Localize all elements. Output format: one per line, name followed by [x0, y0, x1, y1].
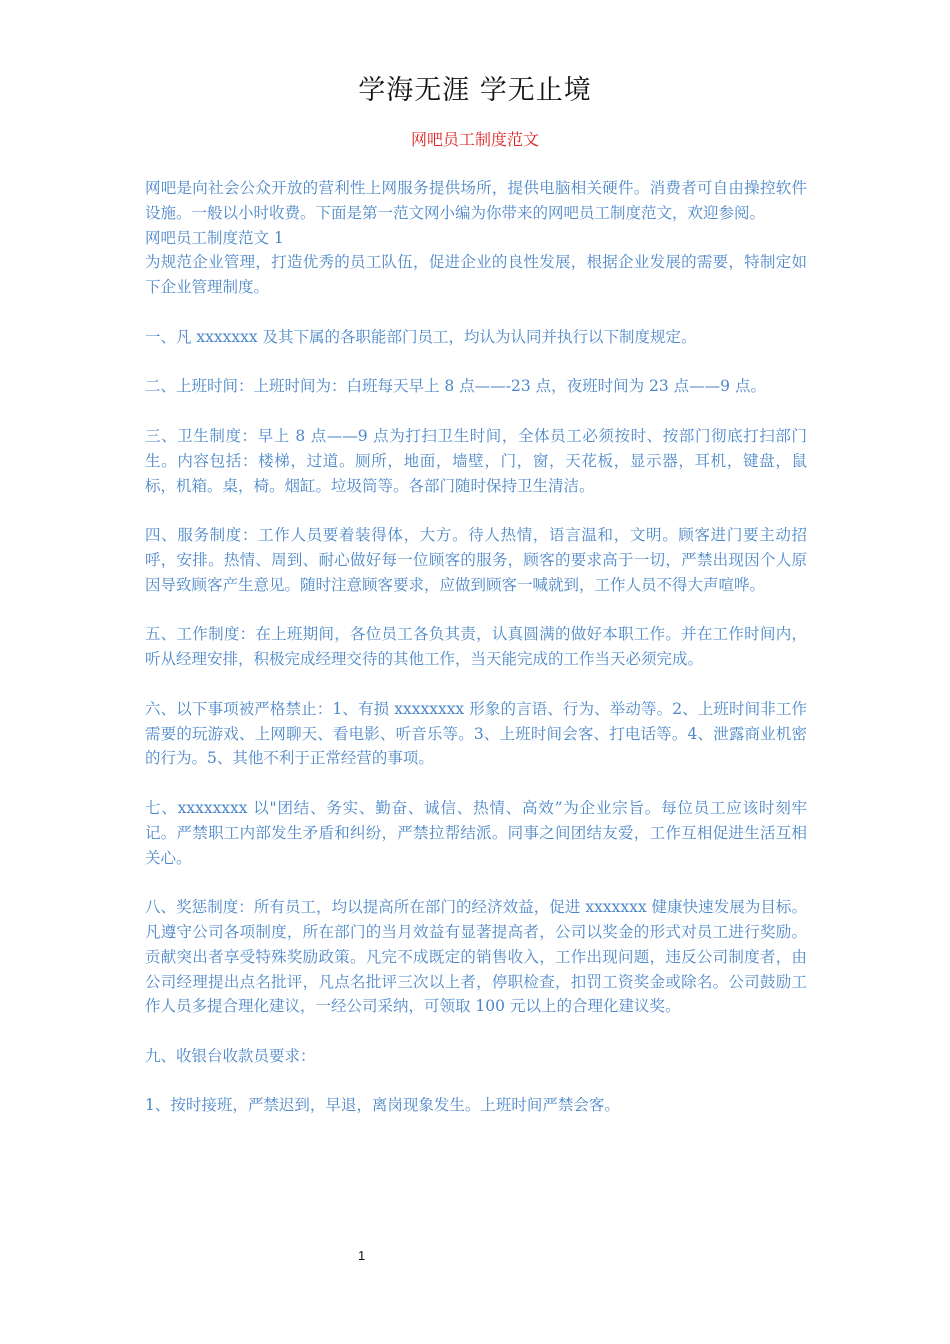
- paragraph-rule-9: 九、收银台收款员要求：: [145, 1046, 316, 1065]
- paragraph-gap: [145, 1019, 807, 1044]
- paragraph-gap: [145, 300, 807, 325]
- page-number: 1: [358, 1248, 366, 1263]
- paragraph-gap: [145, 498, 807, 523]
- paragraph-rule-1: 一、凡 xxxxxxx 及其下属的各职能部门员工，均认为认同并执行以下制度规定。: [145, 327, 697, 346]
- paragraph-gap: [145, 350, 807, 375]
- paragraph-gap: [145, 870, 807, 895]
- paragraph-rule-8: 八、奖惩制度：所有员工，均以提高所在部门的经济效益，促进 xxxxxxx 健康快速发展为目标。凡遵守公司各项制度，所在部门的当月效益有显著提高者，公司以奖金的形式对员工进行奖励。贡献突出者享受特殊奖励政策。凡完不成既定的销售收入，工作出现问题，违反公司制度者，由公司经理提出点名批评，凡点名批评三次以上者，停职检查，扣罚工资奖金或除名。公司鼓励工作人员多提合理化建议，一经公司采纳，可领取 100 元以上的合理化建议奖。: [145, 898, 807, 1016]
- paragraph-rule-4: 四、服务制度：工作人员要着装得体，大方。待人热情，语言温和，文明。顾客进门要主动招呼，安排。热情、周到、耐心做好每一位顾客的服务，顾客的要求高于一切，严禁出现因个人原因导致顾客产生意见。随时注意顾客要求，应做到顾客一喊就到，工作人员不得大声喧哗。: [145, 526, 807, 594]
- paragraph-gap: [145, 598, 807, 623]
- paragraph-rule-2: 二、上班时间：上班时间为：白班每天早上 8 点——-23 点，夜班时间为 23 点——9 点。: [145, 377, 766, 396]
- document-title: 网吧员工制度范文: [410, 130, 539, 149]
- paragraph-gap: [145, 672, 807, 697]
- paragraph-gap: [145, 771, 807, 796]
- paragraph-rule-6: 六、以下事项被严格禁止：1、有损 xxxxxxxx 形象的言语、行为、举动等。2、上班时间非工作需要的玩游戏、上网聊天、看电影、听音乐等。3、上班时间会客、打电话等。4、泄露商业机密的行为。5、其他不利于正常经营的事项。: [145, 699, 807, 768]
- paragraph-gap: [145, 1069, 807, 1094]
- header-title: 学海无涯 学无止境: [358, 75, 592, 106]
- paragraph-rule-5: 五、工作制度：在上班期间，各位员工各负其责，认真圆满的做好本职工作。并在工作时间内，听从经理安排，积极完成经理交待的其他工作，当天能完成的工作当天必须完成。: [145, 625, 807, 669]
- paragraph-purpose: 为规范企业管理，打造优秀的员工队伍，促进企业的良性发展，根据企业发展的需要，特制定如下企业管理制度。: [145, 253, 807, 297]
- paragraph-section-heading: 网吧员工制度范文 1: [145, 228, 284, 247]
- paragraph-cashier-rule-1: 1、按时接班，严禁迟到，早退，离岗现象发生。上班时间严禁会客。: [145, 1096, 620, 1115]
- document-body: [145, 176, 807, 1118]
- paragraph-gap: [145, 399, 807, 424]
- paragraph-rule-3: 三、卫生制度：早上 8 点——9 点为打扫卫生时间，全体员工必须按时、按部门彻底打扫部门生。内容包括：楼梯，过道。厕所，地面，墙壁，门，窗，天花板，显示器，耳机，键盘，鼠标，机箱。桌，椅。烟缸。垃圾筒等。各部门随时保持卫生清洁。: [145, 426, 807, 495]
- paragraph-rule-7: 七、xxxxxxxx 以"团结、务实、勤奋、诚信、热情、高效”为企业宗旨。每位员工应该时刻牢记。严禁职工内部发生矛盾和纠纷，严禁拉帮结派。同事之间团结友爱，工作互相促进生活互相关心。: [145, 798, 807, 867]
- paragraph-intro: 网吧是向社会公众开放的营利性上网服务提供场所，提供电脑相关硬件。消费者可自由操控软件设施。一般以小时收费。下面是第一范文网小编为你带来的网吧员工制度范文，欢迎参阅。: [145, 179, 807, 222]
